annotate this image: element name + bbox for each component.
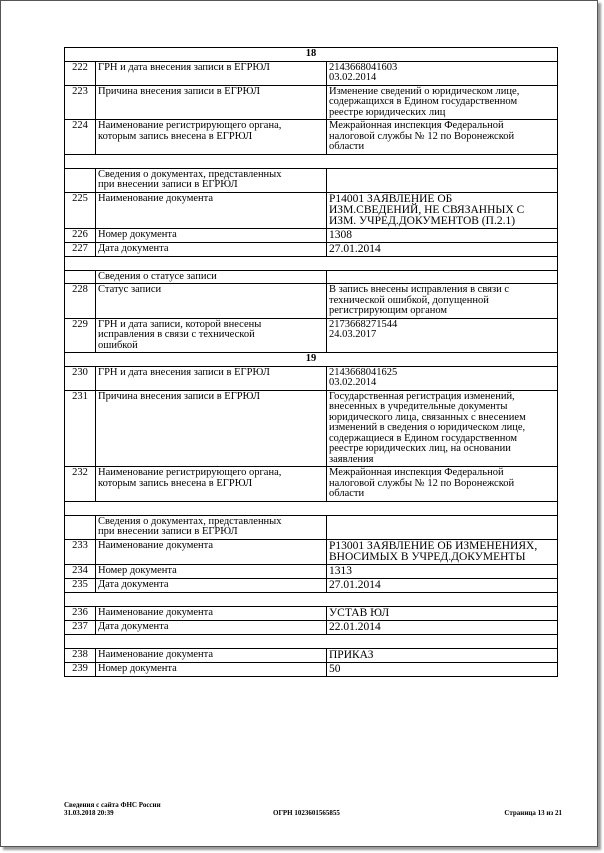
field-label-line: ГРН и дата записи, которой внесены xyxy=(98,318,262,330)
field-value-line: Государственная регистрация изменений, xyxy=(329,390,515,402)
footer-source xyxy=(64,801,224,817)
record-row xyxy=(65,61,558,85)
field-label-line: Наименование документа xyxy=(98,192,213,204)
field-value-line: юридического лица, связанных с внесением xyxy=(329,411,526,423)
field-label-line: Наименование регистрирующего органа, xyxy=(98,120,282,131)
field-value-line: 2143668041625 xyxy=(329,366,398,378)
field-value xyxy=(327,662,558,676)
row-number: 238 xyxy=(65,648,96,662)
spacer-row xyxy=(65,154,558,168)
field-value-line: 27.01.2014 xyxy=(329,578,381,591)
row-number: 235 xyxy=(65,578,96,592)
field-label xyxy=(96,228,327,242)
field-label xyxy=(96,284,327,319)
footer-ogrn-text: ОГРН 1023601565855 xyxy=(273,809,340,817)
field-value xyxy=(327,564,558,578)
field-label-line: при внесении записи в ЕГРЮЛ xyxy=(98,526,238,537)
field-label xyxy=(96,648,327,662)
row-number: 233 xyxy=(65,539,96,564)
field-label-line: Сведения о статусе записи xyxy=(98,270,217,282)
field-value-line: 1313 xyxy=(329,564,352,577)
field-label-line: которым запись внесена в ЕГРЮЛ xyxy=(98,130,253,142)
record-row xyxy=(65,467,558,502)
field-label xyxy=(96,606,327,620)
footer-page-number xyxy=(467,801,562,817)
spacer-row xyxy=(65,256,558,270)
field-value-line: 03.02.2014 xyxy=(329,377,377,388)
field-label xyxy=(96,620,327,634)
row-number: 234 xyxy=(65,564,96,578)
field-value xyxy=(327,648,558,662)
spacer-cell xyxy=(65,634,558,648)
field-value-line: внесенных в учредительные документы xyxy=(329,401,508,412)
spacer-cell xyxy=(65,154,558,168)
field-value xyxy=(327,120,558,155)
record-row xyxy=(65,85,558,120)
row-number: 230 xyxy=(65,366,96,390)
field-value-line: 24.03.2017 xyxy=(329,329,377,340)
section-header-row xyxy=(65,48,558,62)
field-value xyxy=(327,515,558,539)
field-value-line: ИЗМ. УЧРЕД.ДОКУМЕНТОВ (П.2.1) xyxy=(329,214,516,227)
record-row xyxy=(65,228,558,242)
footer-ogrn xyxy=(273,801,393,817)
egrul-records-table xyxy=(64,47,558,677)
field-label-line: исправления в связи с технической xyxy=(98,329,255,340)
field-value xyxy=(327,467,558,502)
record-row xyxy=(65,284,558,319)
field-value-line: ИЗМ.СВЕДЕНИЙ, НЕ СВЯЗАННЫХ С xyxy=(329,203,525,216)
field-label-line: Дата документа xyxy=(98,620,169,632)
spacer-cell xyxy=(65,592,558,606)
record-row xyxy=(65,578,558,592)
field-value-line: ПРИКАЗ xyxy=(329,648,374,661)
field-value-line: содержащихся в Едином государственном xyxy=(329,96,518,107)
row-number: 225 xyxy=(65,192,96,228)
field-label-line: Номер документа xyxy=(98,564,177,576)
section-number: 19 xyxy=(65,353,558,367)
field-label-line: Причина внесения записи в ЕГРЮЛ xyxy=(98,390,261,402)
field-label xyxy=(96,270,327,284)
field-label-line: Дата документа xyxy=(98,578,169,590)
field-label xyxy=(96,318,327,353)
field-label-line: Номер документа xyxy=(98,228,177,240)
field-label xyxy=(96,168,327,192)
field-label-line: Номер документа xyxy=(98,662,177,674)
field-value-line: 50 xyxy=(329,662,341,675)
field-value-line: Р13001 ЗАЯВЛЕНИЕ ОБ ИЗМЕНЕНИЯХ, xyxy=(329,539,538,552)
spacer-cell xyxy=(65,256,558,270)
field-value xyxy=(327,192,558,228)
field-value-line: реестре юридических лиц, на основании xyxy=(329,443,511,454)
row-number: 224 xyxy=(65,120,96,155)
field-label xyxy=(96,515,327,539)
field-value xyxy=(327,539,558,564)
field-label xyxy=(96,366,327,390)
record-row xyxy=(65,366,558,390)
field-value-line: Изменение сведений о юридическом лице, xyxy=(329,85,520,97)
field-value-line: 1308 xyxy=(329,228,352,241)
field-label-line: Дата документа xyxy=(98,242,169,254)
field-label xyxy=(96,390,327,467)
row-number xyxy=(65,270,96,284)
section-number: 18 xyxy=(65,48,558,62)
caption-row xyxy=(65,515,558,539)
field-label xyxy=(96,61,327,85)
field-value-line: заявления xyxy=(329,453,374,465)
field-label-line: при внесении записи в ЕГРЮЛ xyxy=(98,179,238,190)
field-value-line: Межрайонная инспекция Федеральной xyxy=(329,120,504,131)
field-label xyxy=(96,564,327,578)
field-value-line: 03.02.2014 xyxy=(329,72,377,83)
field-value xyxy=(327,242,558,256)
spacer-cell xyxy=(65,501,558,515)
row-number xyxy=(65,515,96,539)
field-value xyxy=(327,578,558,592)
field-label xyxy=(96,467,327,502)
field-label-line: Наименование документа xyxy=(98,539,213,551)
record-row xyxy=(65,564,558,578)
field-value-line: регистрирующим органом xyxy=(329,305,448,316)
record-row xyxy=(65,120,558,155)
field-value-line: ВНОСИМЫХ В УЧРЕД.ДОКУМЕНТЫ xyxy=(329,550,526,563)
record-row xyxy=(65,539,558,564)
spacer-row xyxy=(65,592,558,606)
footer-source-line2: 31.03.2018 20:39 xyxy=(64,809,114,817)
spacer-row xyxy=(65,634,558,648)
field-label xyxy=(96,192,327,228)
field-value xyxy=(327,85,558,120)
caption-row xyxy=(65,270,558,284)
footer-page-text: Страница 13 из 21 xyxy=(504,809,562,817)
field-value-line: технической ошибкой, допущенной xyxy=(329,294,489,306)
row-number: 228 xyxy=(65,284,96,319)
field-value xyxy=(327,168,558,192)
row-number: 227 xyxy=(65,242,96,256)
field-value xyxy=(327,318,558,353)
record-row xyxy=(65,620,558,634)
record-row xyxy=(65,390,558,467)
field-value-line: УСТАВ ЮЛ xyxy=(329,606,390,619)
field-label xyxy=(96,662,327,676)
footer-source-line1: Сведения с сайта ФНС России xyxy=(64,801,161,809)
field-value xyxy=(327,390,558,467)
row-number: 232 xyxy=(65,467,96,502)
field-label-line: Сведения о документах, представленных xyxy=(98,515,282,527)
field-value xyxy=(327,61,558,85)
field-label xyxy=(96,120,327,155)
row-number: 222 xyxy=(65,61,96,85)
field-value xyxy=(327,620,558,634)
row-number: 229 xyxy=(65,318,96,353)
field-value-line: реестре юридических лиц xyxy=(329,106,446,118)
field-value xyxy=(327,228,558,242)
field-value xyxy=(327,366,558,390)
row-number xyxy=(65,168,96,192)
field-label-line: Причина внесения записи в ЕГРЮЛ xyxy=(98,85,261,97)
field-value-line: содержащиеся в Едином государственном xyxy=(329,432,518,444)
record-row xyxy=(65,606,558,620)
row-number: 239 xyxy=(65,662,96,676)
field-label-line: Сведения о документах, представленных xyxy=(98,168,282,180)
field-value-line: налоговой службы № 12 по Воронежской xyxy=(329,130,515,142)
field-value-line: Межрайонная инспекция Федеральной xyxy=(329,467,504,478)
field-value-line: 2143668041603 xyxy=(329,61,398,73)
field-label-line: ГРН и дата внесения записи в ЕГРЮЛ xyxy=(98,61,270,73)
spacer-row xyxy=(65,501,558,515)
field-label xyxy=(96,242,327,256)
row-number: 237 xyxy=(65,620,96,634)
record-row xyxy=(65,318,558,353)
field-label-line: Наименование регистрирующего органа, xyxy=(98,467,282,478)
field-label-line: ошибкой xyxy=(98,339,138,351)
field-value xyxy=(327,606,558,620)
field-label-line: Статус записи xyxy=(98,284,162,295)
field-label-line: Наименование документа xyxy=(98,648,213,660)
row-number: 236 xyxy=(65,606,96,620)
field-label xyxy=(96,85,327,120)
record-row xyxy=(65,662,558,676)
field-value xyxy=(327,270,558,284)
field-label-line: Наименование документа xyxy=(98,606,213,618)
field-label-line: которым запись внесена в ЕГРЮЛ xyxy=(98,477,253,489)
field-value-line: Р14001 ЗАЯВЛЕНИЕ ОБ xyxy=(329,192,453,205)
row-number: 223 xyxy=(65,85,96,120)
field-value-line: налоговой службы № 12 по Воронежской xyxy=(329,477,515,489)
row-number: 226 xyxy=(65,228,96,242)
field-label-line: ГРН и дата внесения записи в ЕГРЮЛ xyxy=(98,366,270,378)
field-value-line: области xyxy=(329,141,365,152)
record-row xyxy=(65,192,558,228)
record-row xyxy=(65,648,558,662)
field-value-line: В запись внесены исправления в связи с xyxy=(329,284,510,295)
caption-row xyxy=(65,168,558,192)
field-value-line: 2173668271544 xyxy=(329,318,398,330)
field-value-line: 27.01.2014 xyxy=(329,242,381,255)
record-row xyxy=(65,242,558,256)
field-value-line: 22.01.2014 xyxy=(329,620,381,633)
section-header-row xyxy=(65,353,558,367)
field-value-line: области xyxy=(329,488,365,499)
field-value-line: изменений в сведения о юридическом лице, xyxy=(329,422,526,433)
field-value xyxy=(327,284,558,319)
field-label xyxy=(96,539,327,564)
field-label xyxy=(96,578,327,592)
row-number: 231 xyxy=(65,390,96,467)
